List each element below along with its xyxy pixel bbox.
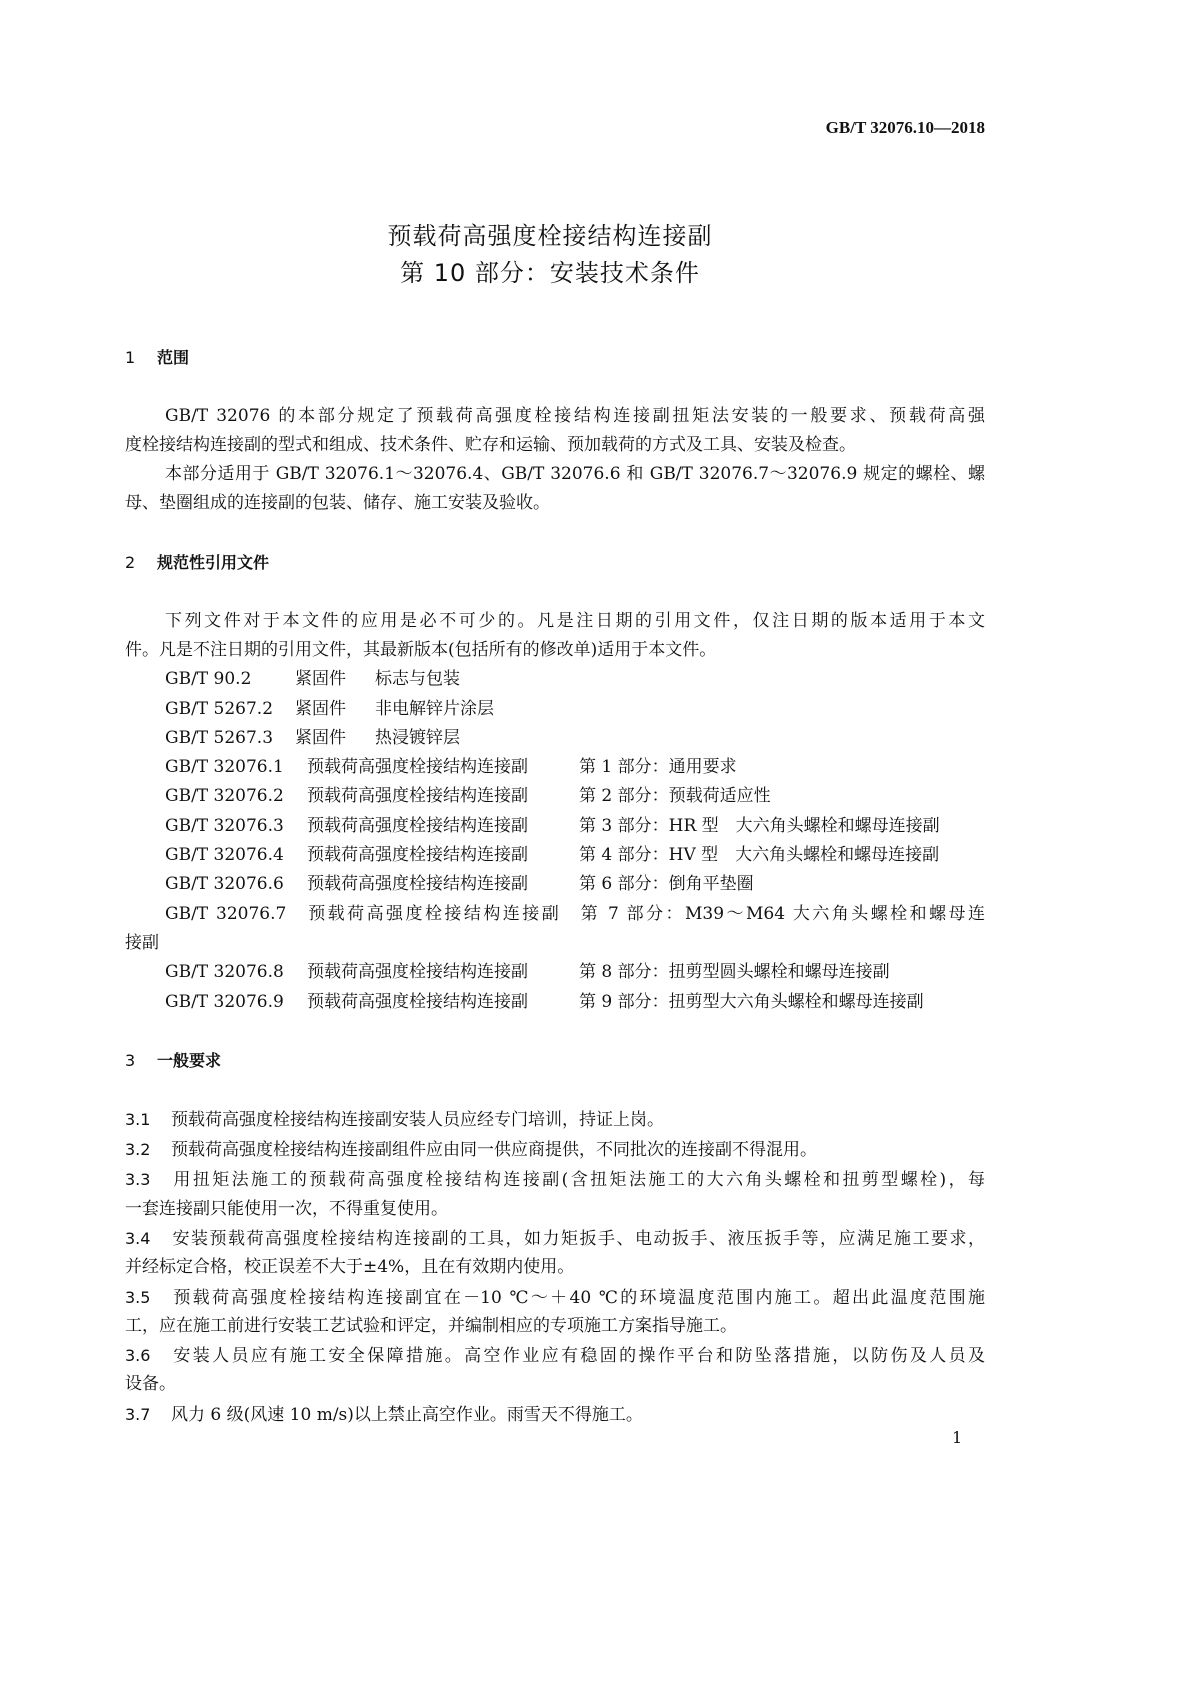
reference-code: GB/T 5267.3 [165,727,274,748]
clause-text: 设备。 [125,1374,176,1395]
reference-item [125,958,985,987]
paragraph-line: 母、垫圈组成的连接副的包装、储存、施工安装及验收。 [125,493,550,514]
clause-line [125,1253,985,1282]
reference-item [125,724,985,753]
section-number: 1 [125,348,136,367]
clause-number: 3.1 [125,1109,151,1129]
clause-line [125,1370,985,1399]
reference-code: GB/T 32076.1 [165,757,284,778]
section-title: 一般要求 [157,1051,222,1071]
reference-subtitle: 热浸镀锌层 [375,727,460,748]
reference-subtitle: 第 8 部分：扭剪型圆头螺栓和螺母连接副 [579,962,890,983]
reference-item [125,753,985,782]
section-number: 2 [125,553,136,573]
reference-item [125,841,985,870]
reference-subtitle: 第 3 部分：HR 型 大六角头螺栓和螺母连接副 [579,815,940,836]
reference-subtitle: 标志与包装 [375,669,460,690]
clause-text: 一套连接副只能使用一次，不得重复使用。 [125,1198,448,1219]
section-heading-normative-references [125,548,985,577]
clause-line [125,1400,985,1430]
reference-item [125,782,985,811]
reference-code: GB/T 32076.8 [165,962,284,983]
reference-subtitle: 第 4 部分：HV 型 大六角头螺栓和螺母连接副 [579,845,940,866]
clause-text: 安装预载荷高强度栓接结构连接副的工具，如力矩扳手、电动扳手、液压扳手等，应满足施工要求， [171,1228,985,1249]
reference-code: GB/T 32076.3 [165,815,284,836]
reference-item: GB/T 32076.7 预载荷高强度栓接结构连接副 第 7 部分：M39～M64 大六角头螺栓和螺母连 [165,903,985,924]
reference-title: 紧固件 [295,727,346,748]
reference-title: 预载荷高强度栓接结构连接副 [307,786,528,807]
clause-line [125,1283,985,1312]
paragraph-line: 下列文件对于本文件的应用是必不可少的。凡是注日期的引用文件，仅注日期的版本适用于本文 [165,610,985,631]
paragraph-line: GB/T 32076 的本部分规定了预载荷高强度栓接结构连接副扭矩法安装的一般要求、预载荷高强 [165,405,985,426]
reference-item [125,812,985,841]
reference-code: GB/T 5267.2 [165,698,274,719]
reference-item [125,695,985,724]
reference-item [125,870,985,899]
reference-title: 紧固件 [295,698,346,719]
section-title: 规范性引用文件 [157,553,270,573]
paragraph-line: 本部分适用于 GB/T 32076.1～32076.4、GB/T 32076.6 和 GB/T 32076.7～32076.9 规定的螺栓、螺 [165,464,985,485]
document-title: 预载荷高强度栓接结构连接副 [387,222,713,250]
clause-number: 3.3 [125,1170,151,1190]
clause-text: 并经标定合格，校正误差不大于±4%，且在有效期内使用。 [125,1257,575,1278]
reference-subtitle: 第 2 部分：预载荷适应性 [579,786,771,807]
reference-subtitle: 第 9 部分：扭剪型大六角头螺栓和螺母连接副 [579,991,924,1012]
clause-number: 3.5 [125,1287,151,1307]
clause-line [125,1195,985,1224]
reference-title: 预载荷高强度栓接结构连接副 [307,757,528,778]
document-body [125,343,985,1430]
page-number: 1 [952,1428,963,1447]
clause-text: 预载荷高强度栓接结构连接副组件应由同一供应商提供，不同批次的连接副不得混用。 [171,1140,817,1161]
reference-title: 预载荷高强度栓接结构连接副 [307,991,528,1012]
clause-text: 预载荷高强度栓接结构连接副宜在－10 ℃～＋40 ℃的环境温度范围内施工。超出此温度范围施 [171,1287,985,1308]
clause-number: 3.6 [125,1346,151,1366]
reference-code: GB/T 32076.6 [165,874,284,895]
document-subtitle: 第 10 部分：安装技术条件 [400,259,700,287]
reference-title: 紧固件 [295,669,346,690]
clause-line [125,1341,985,1370]
clause-text: 风力 6 级(风速 10 m/s)以上禁止高空作业。雨雪天不得施工。 [171,1404,643,1425]
clause-text: 安装人员应有施工安全保障措施。高空作业应有稳固的操作平台和防坠落措施，以防伤及人员及 [171,1346,985,1367]
section-heading-general-requirements [125,1046,985,1075]
clause-line [125,1135,985,1165]
clause-text: 工，应在施工前进行安装工艺试验和评定，并编制相应的专项施工方案指导施工。 [125,1315,737,1336]
clause-line [125,1105,985,1135]
clause-number: 3.2 [125,1140,151,1160]
reference-item [125,665,985,694]
section-heading-scope [125,343,985,372]
section-number: 3 [125,1051,136,1071]
paragraph-line: 度栓接结构连接副的型式和组成、技术条件、贮存和运输、预加载荷的方式及工具、安装及检查。 [125,434,856,455]
reference-code: GB/T 32076.2 [165,786,284,807]
reference-code: GB/T 32076.9 [165,991,284,1012]
reference-title: 预载荷高强度栓接结构连接副 [307,962,528,983]
reference-item [125,988,985,1017]
reference-subtitle: 第 6 部分：倒角平垫圈 [579,874,754,895]
section-title: 范围 [157,348,190,367]
clause-number: 3.4 [125,1228,151,1248]
reference-subtitle: 第 1 部分：通用要求 [579,757,737,778]
paragraph-line: 件。凡是不注日期的引用文件，其最新版本(包括所有的修改单)适用于本文件。 [125,639,717,660]
clause-text: 预载荷高强度栓接结构连接副安装人员应经专门培训，持证上岗。 [171,1109,664,1130]
clause-line [125,1312,985,1341]
reference-title: 预载荷高强度栓接结构连接副 [307,845,528,866]
clause-text: 用扭矩法施工的预载荷高强度栓接结构连接副(含扭矩法施工的大六角头螺栓和扭剪型螺栓)，每 [171,1170,985,1191]
reference-code: GB/T 90.2 [165,669,252,690]
reference-code: GB/T 32076.4 [165,845,284,866]
clause-line [125,1224,985,1253]
clause-number: 3.7 [125,1404,151,1424]
reference-title: 预载荷高强度栓接结构连接副 [307,874,528,895]
clause-line [125,1165,985,1194]
reference-subtitle: 非电解锌片涂层 [375,698,494,719]
reference-title: 预载荷高强度栓接结构连接副 [307,815,528,836]
reference-item-continued: 接副 [125,932,159,953]
standard-number: GB/T 32076.10—2018 [825,118,985,137]
